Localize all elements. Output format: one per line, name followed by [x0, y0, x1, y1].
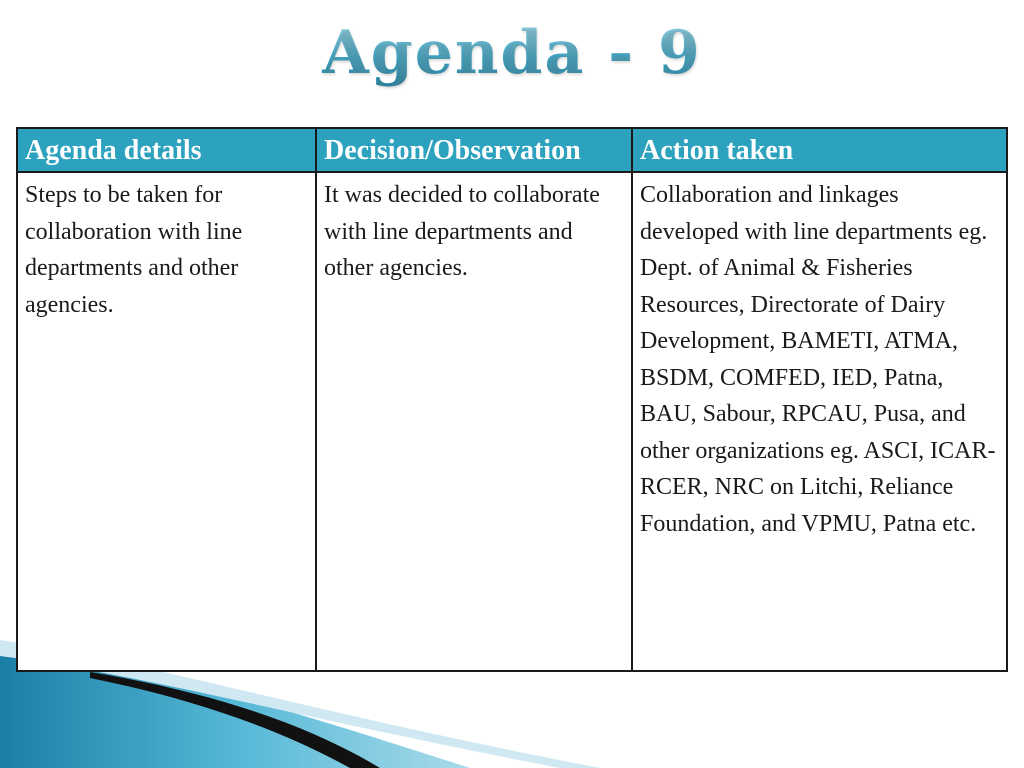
table-header-row: [17, 128, 1007, 172]
table-row: [17, 172, 1007, 671]
cell-action-taken: Collaboration and linkages developed with line departments eg. Dept. of Animal & Fisheries Resources, Directorate of Dairy Development, BAMETI, ATMA, BSDM, COMFED, IED, Patna, BAU, Sabour, RPCAU, Pusa, and other organizations eg. ASCI, ICAR-RCER, NRC on Litchi, Reliance Foundation, and VPMU, Patna etc.: [632, 172, 1007, 671]
column-header-agenda-details: Agenda details: [17, 128, 316, 172]
column-header-action-taken: Action taken: [632, 128, 1007, 172]
cell-decision-observation: It was decided to collaborate with line departments and other agencies.: [316, 172, 632, 671]
column-header-decision-observation: Decision/Observation: [316, 128, 632, 172]
cell-agenda-details: Steps to be taken for collaboration with line departments and other agencies.: [17, 172, 316, 671]
page-title: Agenda - 9: [0, 18, 1024, 88]
agenda-table: [16, 127, 1008, 672]
